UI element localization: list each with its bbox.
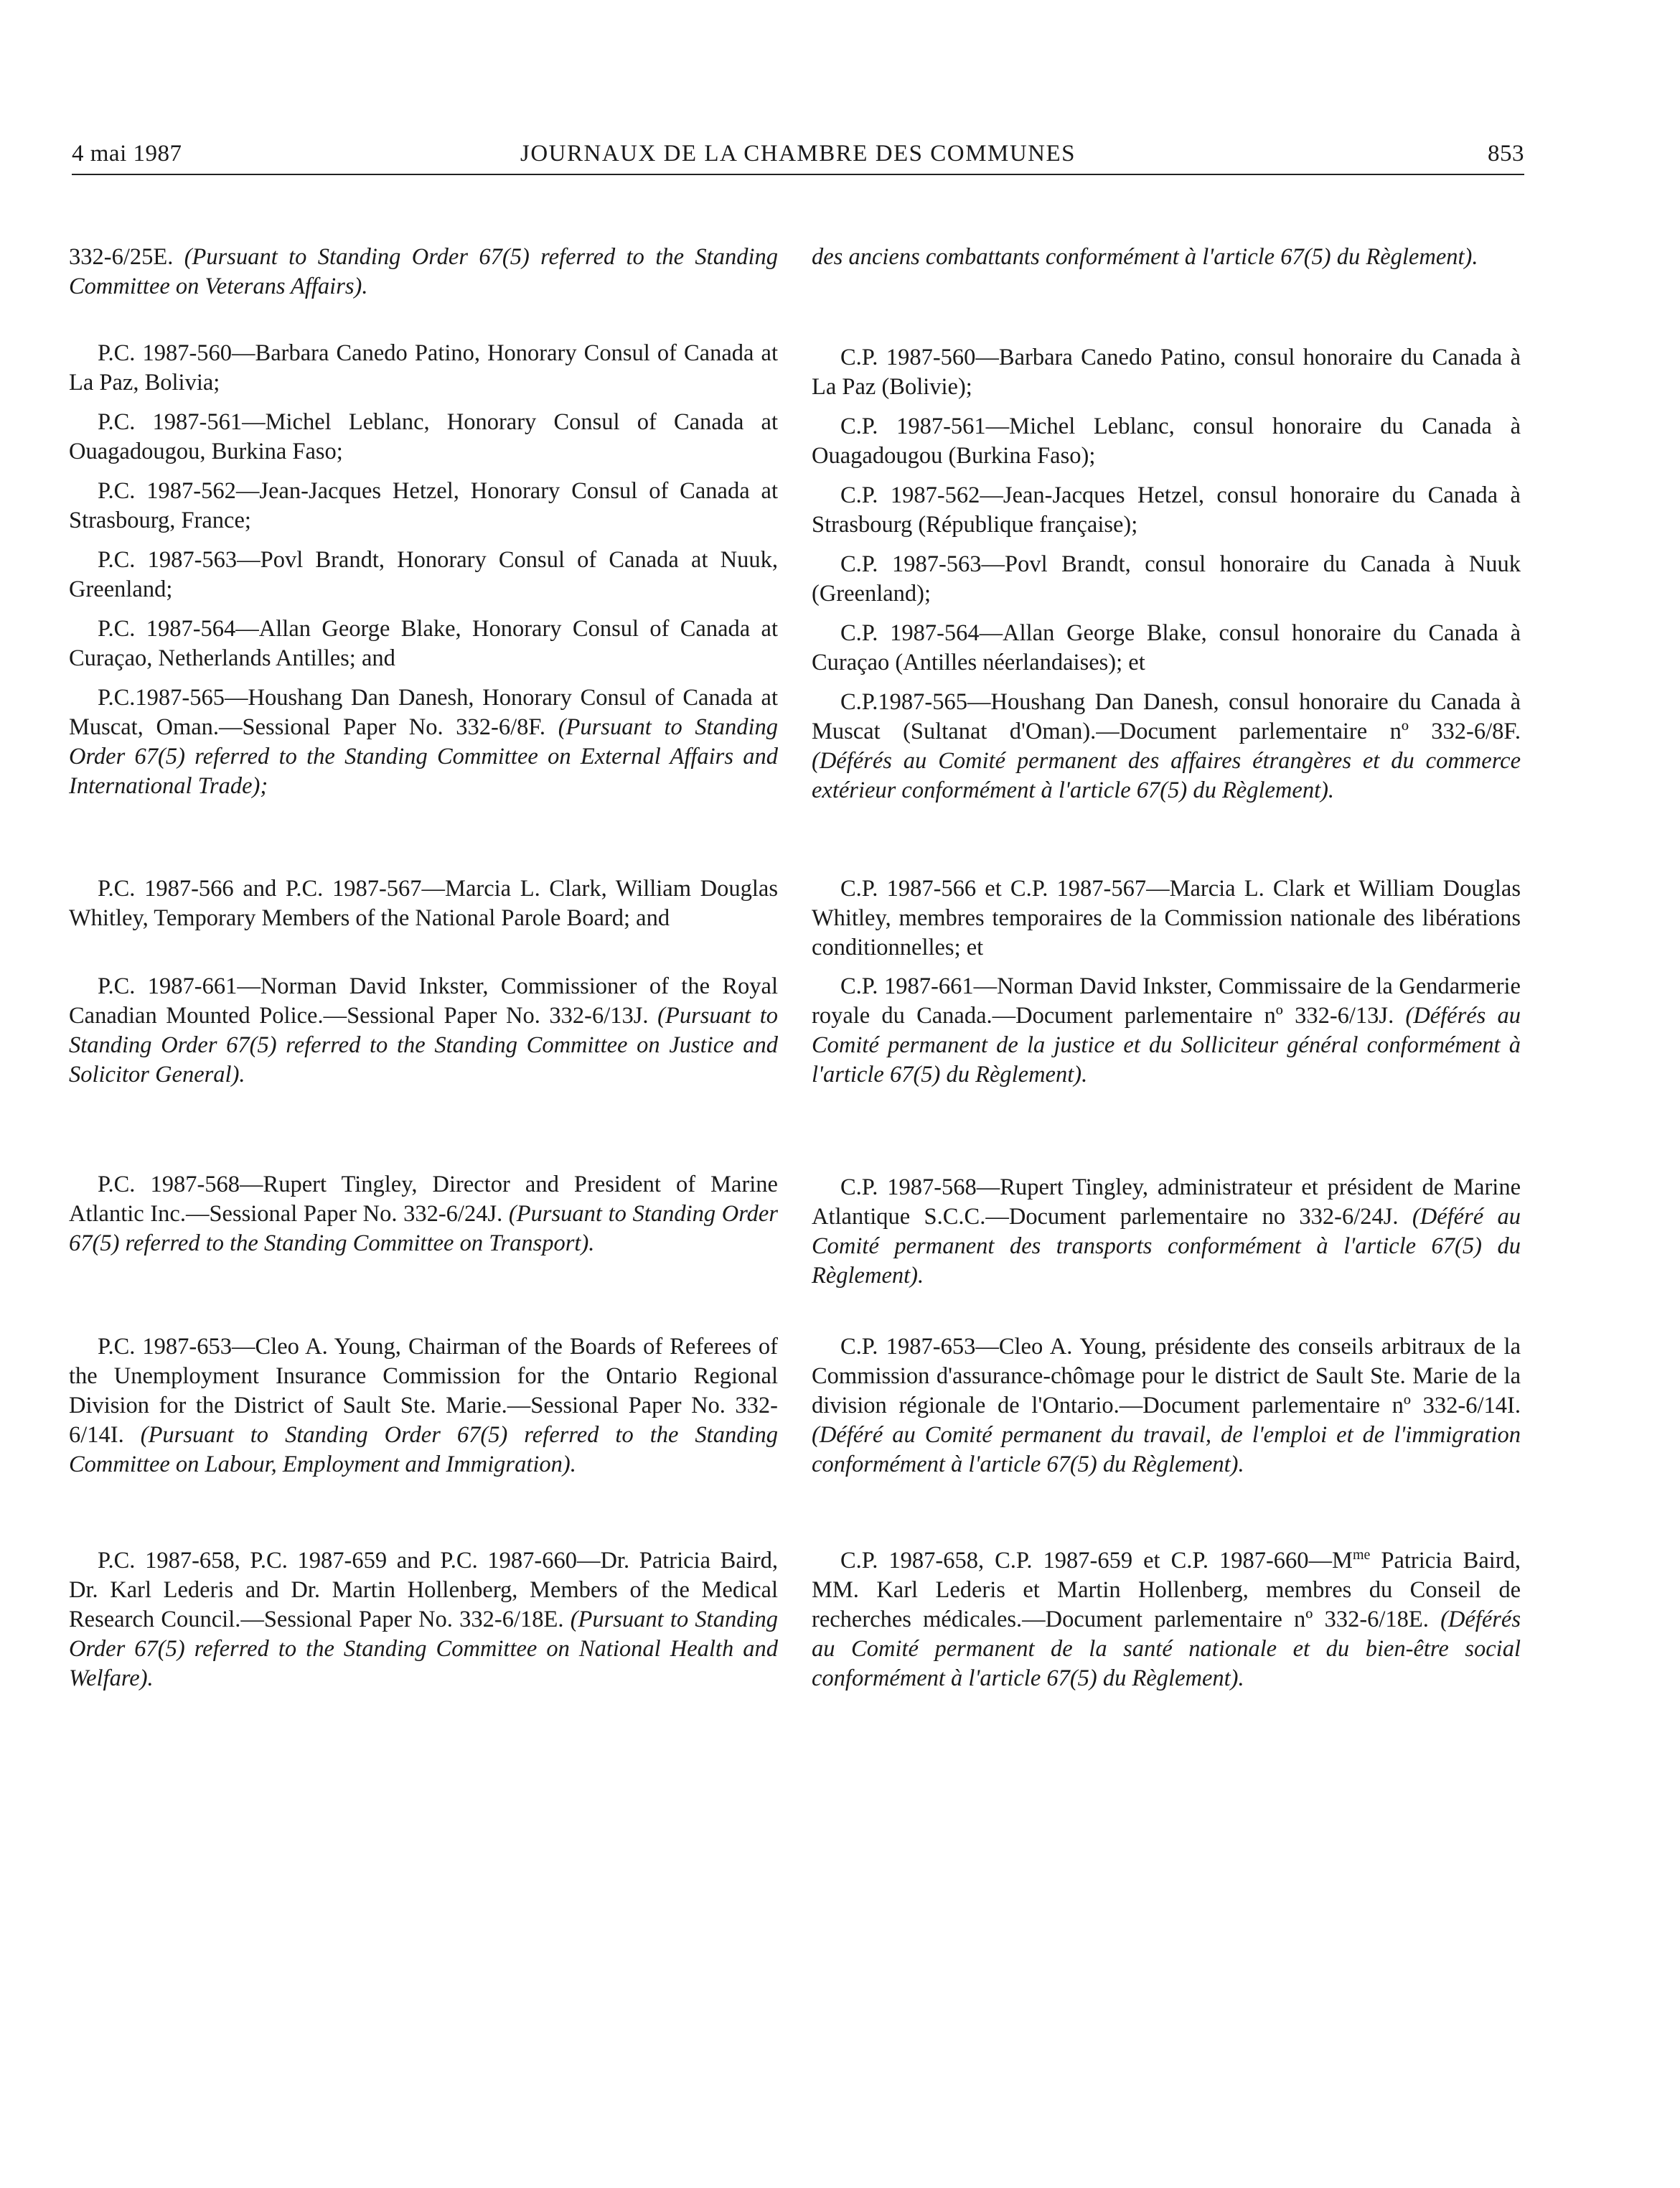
right-e6-text: C.P.1987-565—Houshang Dan Danesh, consul honoraire du Canada à Muscat (Sultanat d'Oman).—Document parlementaire nº 332-6/8F. (812, 689, 1521, 744)
left-entry-pc-562 (69, 477, 778, 536)
left-entry-pc-568 (69, 1170, 778, 1258)
left-e6-italic: (Pursuant to Standing Order 67(5) referred to the Standing Committee on External Affairs and International Trade); (69, 714, 778, 799)
left-e9-text: P.C. 1987-568—Rupert Tingley, Director and President of Marine Atlantic Inc.—Sessional Paper No. 332-6/24J. (69, 1172, 778, 1227)
right-e0-italic: des anciens combattants conformément à l'article 67(5) du Règlement). (812, 244, 1478, 270)
left-entry-pc-565 (69, 683, 778, 801)
right-e9-italic: (Déféré au Comité permanent des transports conformément à l'article 67(5) du Règlement). (812, 1204, 1521, 1289)
right-entry-cp-562 (812, 481, 1521, 540)
left-e8-text: P.C. 1987-661—Norman David Inkster, Commissioner of the Royal Canadian Mounted Police.—Sessional Paper No. 332-6/13J. (69, 973, 778, 1029)
right-e10-text: C.P. 1987-653—Cleo A. Young, présidente des conseils arbitraux de la Commission d'assurance-chômage pour le district de Sault Ste. Marie de la division régionale de l'Ontario.—Document parlementaire nº 332-6/14I. (812, 1334, 1521, 1418)
left-e3-text: P.C. 1987-562—Jean-Jacques Hetzel, Honorary Consul of Canada at Strasbourg, France; (69, 478, 778, 533)
right-entry-cp-560 (812, 343, 1521, 402)
right-e11-text-a: C.P. 1987-658, C.P. 1987-659 et C.P. 1987-660—M (840, 1548, 1353, 1574)
right-e11-superscript: me (1352, 1547, 1371, 1563)
page-header (72, 141, 1524, 174)
header-rule (72, 174, 1524, 175)
right-e11-italic: (Déférés au Comité permanent de la santé nationale et du bien-être social conformément à l'article 67(5) du Règlement). (812, 1607, 1521, 1691)
left-entry-pc-561 (69, 408, 778, 467)
left-e6-text: P.C.1987-565—Houshang Dan Danesh, Honorary Consul of Canada at Muscat, Oman.—Sessional Paper No. 332-6/8F. (69, 685, 778, 740)
left-e10-italic: (Pursuant to Standing Order 67(5) referred to the Standing Committee on Labour, Employment and Immigration). (69, 1422, 778, 1477)
left-entry-pc-653 (69, 1332, 778, 1479)
left-entry-pc-564 (69, 614, 778, 673)
right-e5-text: C.P. 1987-564—Allan George Blake, consul honoraire du Canada à Curaçao (Antilles néerlandaises); et (812, 620, 1521, 675)
right-entry-cp-658-660 (812, 1546, 1521, 1693)
right-entry-cp-564 (812, 619, 1521, 678)
left-entry-pc-658-660 (69, 1546, 778, 1693)
left-entry-pc-661 (69, 972, 778, 1090)
left-e0-text: 332-6/25E. (69, 244, 184, 270)
right-entry-cp-563 (812, 550, 1521, 609)
right-e10-italic: (Déféré au Comité permanent du travail, de l'emploi et de l'immigration conformément à l'article 67(5) du Règlement). (812, 1422, 1521, 1477)
right-e3-text: C.P. 1987-562—Jean-Jacques Hetzel, consul honoraire du Canada à Strasbourg (République française); (812, 482, 1521, 538)
left-e1-text: P.C. 1987-560—Barbara Canedo Patino, Honorary Consul of Canada at La Paz, Bolivia; (69, 340, 778, 396)
right-e11-text-b: Patricia Baird, MM. Karl Lederis et Martin Hollenberg, membres du Conseil de recherches médicales.—Document parlementaire nº 332-6/18E. (812, 1548, 1521, 1632)
right-e7-text: C.P. 1987-566 et C.P. 1987-567—Marcia L. Clark et William Douglas Whitley, membres temporaires de la Commission nationale des libérations conditionnelles; et (812, 876, 1521, 960)
right-e1-text: C.P. 1987-560—Barbara Canedo Patino, consul honoraire du Canada à La Paz (Bolivie); (812, 345, 1521, 400)
left-e10-text: P.C. 1987-653—Cleo A. Young, Chairman of the Boards of Referees of the Unemployment Insurance Commission for the Ontario Regional Division for the District of Sault Ste. Marie.—Sessional Paper No. 332-6/14I. (69, 1334, 778, 1448)
right-entry-cp-661 (812, 972, 1521, 1090)
header-date: 4 mai 1987 (72, 141, 182, 167)
right-entry-cp-566-567 (812, 874, 1521, 963)
left-entry-pc-560 (69, 339, 778, 398)
right-e8-italic: (Déférés au Comité permanent de la justice et du Solliciteur général conformément à l'article 67(5) du Règlement). (812, 1003, 1521, 1088)
right-entry-cp-653 (812, 1332, 1521, 1479)
right-entry-cp-561 (812, 412, 1521, 471)
page-number: 853 (1488, 141, 1524, 167)
left-e7-text: P.C. 1987-566 and P.C. 1987-567—Marcia L. Clark, William Douglas Whitley, Temporary Members of the National Parole Board; and (69, 876, 778, 931)
left-e4-text: P.C. 1987-563—Povl Brandt, Honorary Consul of Canada at Nuuk, Greenland; (69, 547, 778, 602)
left-e8-italic: (Pursuant to Standing Order 67(5) referred to the Standing Committee on Justice and Solicitor General). (69, 1003, 778, 1088)
right-e9-text: C.P. 1987-568—Rupert Tingley, administrateur et président de Marine Atlantique S.C.C.—Document parlementaire no 332-6/24J. (812, 1174, 1521, 1230)
right-e6-italic: (Déférés au Comité permanent des affaires étrangères et du commerce extérieur conformément à l'article 67(5) du Règlement). (812, 748, 1521, 803)
right-e4-text: C.P. 1987-563—Povl Brandt, consul honoraire du Canada à Nuuk (Greenland); (812, 551, 1521, 607)
right-e2-text: C.P. 1987-561—Michel Leblanc, consul honoraire du Canada à Ouagadougou (Burkina Faso); (812, 413, 1521, 469)
left-e9-italic: (Pursuant to Standing Order 67(5) referred to the Standing Committee on Transport). (69, 1201, 779, 1256)
header-title: JOURNAUX DE LA CHAMBRE DES COMMUNES (520, 141, 1076, 167)
right-entry-continuation (812, 243, 1521, 272)
left-entry-continuation (69, 243, 778, 301)
left-entry-pc-563 (69, 546, 778, 604)
left-e11-italic: (Pursuant to Standing Order 67(5) referred to the Standing Committee on National Health and Welfare). (69, 1607, 778, 1691)
left-e11-text: P.C. 1987-658, P.C. 1987-659 and P.C. 1987-660—Dr. Patricia Baird, Dr. Karl Lederis and Dr. Martin Hollenberg, Members of the Medical Research Council.—Sessional Paper No. 332-6/18E. (69, 1548, 778, 1632)
left-e0-italic: (Pursuant to Standing Order 67(5) referred to the Standing Committee on Veterans Affairs). (69, 244, 778, 299)
left-e2-text: P.C. 1987-561—Michel Leblanc, Honorary Consul of Canada at Ouagadougou, Burkina Faso; (69, 409, 778, 464)
right-e8-text: C.P. 1987-661—Norman David Inkster, Commissaire de la Gendarmerie royale du Canada.—Document parlementaire nº 332-6/13J. (812, 973, 1521, 1029)
left-entry-pc-566-567 (69, 874, 778, 933)
left-e5-text: P.C. 1987-564—Allan George Blake, Honorary Consul of Canada at Curaçao, Netherlands Antilles; and (69, 616, 778, 671)
right-entry-cp-565 (812, 688, 1521, 805)
right-entry-cp-568 (812, 1173, 1521, 1291)
